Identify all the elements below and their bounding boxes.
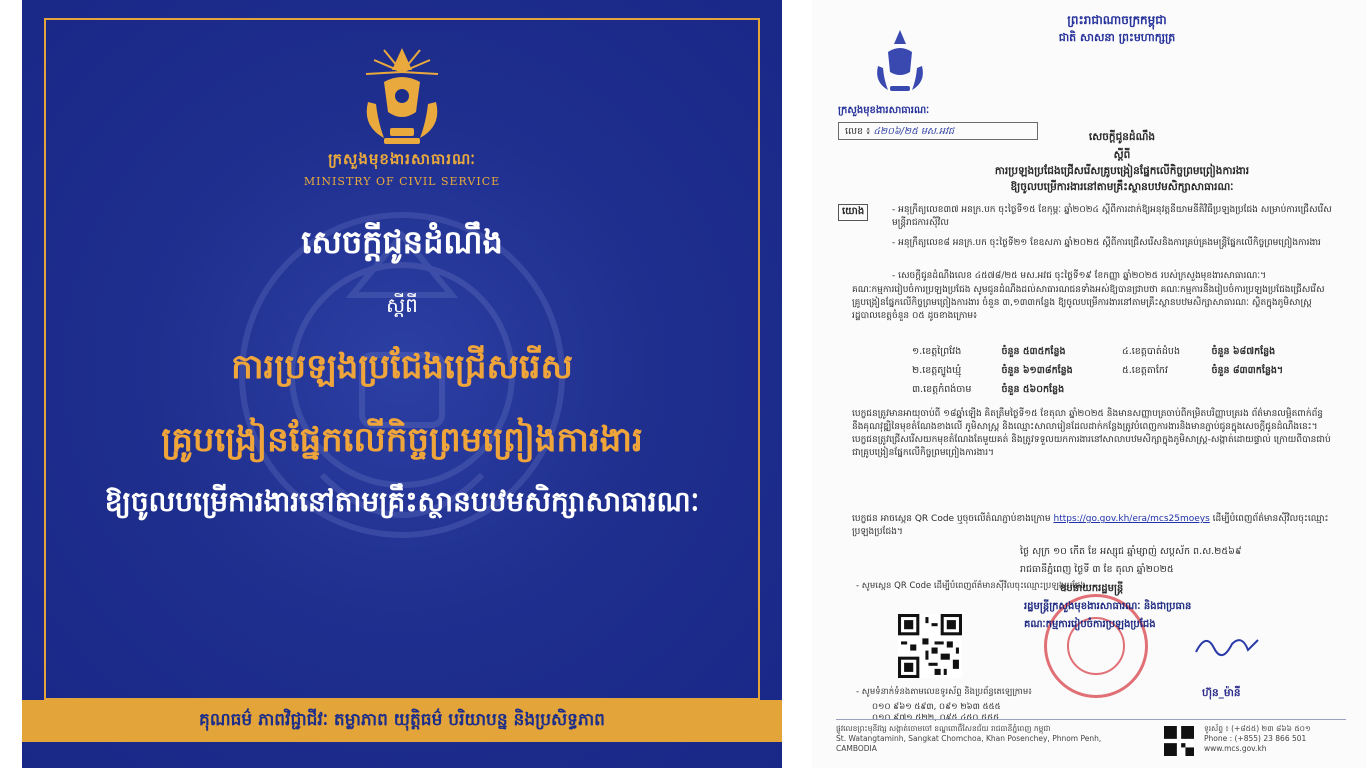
letter-subject-2: ឱ្យចូលបម្រើការងារនៅតាមគ្រឹះស្ថានបឋមសិក្សាសាធារណៈ — [1010, 181, 1234, 193]
lunar-date: ថ្ងៃ សុក្រ ១០ កើត ខែ អស្សុជ ឆ្នាំម្សាញ់ សប្ដស័ក ព.ស.២៥៦៩ — [1020, 546, 1242, 557]
footer-address — [836, 724, 1136, 753]
reference-item: - សេចក្ដីជូនដំណឹងលេខ ៤៥៧៨/២៥ មស.អវជ ចុះថ្ងៃទី១៩ ខែកញ្ញា ឆ្នាំ២០២៥ របស់ក្រសួងមុខងារសាធារណៈ។ — [892, 271, 1267, 281]
ministry-name-english: MINISTRY OF CIVIL SERVICE — [303, 175, 501, 188]
reference-label: លេខ ៖ — [845, 126, 871, 137]
poster-title: សេចក្ដីជូនដំណឹង — [301, 223, 503, 261]
references-label: យោង — [838, 204, 868, 221]
footer-qr-code-icon[interactable] — [1164, 726, 1194, 756]
footer-divider — [836, 719, 1346, 720]
poster-about: ស្ដីពី — [386, 293, 418, 317]
kingdom-heading: ព្រះរាជាណាចក្រកម្ពុជា — [1067, 13, 1167, 27]
quota-row — [912, 383, 1332, 402]
province-name: ១.ខេត្តព្រៃវែង — [912, 346, 962, 357]
registration-tail: ដើម្បីបំពេញព័ត៌មានស៊ីវិលចុះឈ្មោះប្រឡងប្រជែង។ — [852, 514, 1329, 538]
signer-committee: គណៈកម្មការរៀបចំការប្រឡងប្រជែង — [1024, 619, 1156, 630]
poster-footer-band — [22, 700, 782, 742]
province-count — [1211, 383, 1332, 402]
paragraph-eligibility: បេក្ខជនត្រូវមានអាយុចាប់ពី ១៨ឆ្នាំឡើង គិតត្រឹមថ្ងៃទី១៥ ខែតុលា ឆ្នាំ២០២៥ និងមានសញ្ញាបត្រចាប់ពីកម្រិតបរិញ្ញាបត្ររង ព័ត៌មានលម្អិតពាក់ព័ន្ធនឹងគុណវុឌ្ឍិនៃមុខតំណែងខាងលើ ភូមិសាស្ត្រ និងឈ្មោះសាលារៀនដែលដាក់កន្លែងត្រូវបំពេញការងារនិងមានភ្ជាប់ជូនក្នុងសេចក្ដីជូនដំណឹងនេះ។ បេក្ខជនត្រូវជ្រើសរើសយកមុខតំណែងតែមួយគត់ និងត្រូវទទួលយកការងារនៅសាលាបឋមសិក្សាក្នុងភូមិសាស្ត្រ-សង្កាត់ដោយផ្ទាល់ ក្រោយពីបានជាប់ជាគ្រូបង្រៀនផ្នែកលើកិច្ចព្រមព្រៀងការងារ។ — [852, 409, 1331, 459]
letter-title: សេចក្ដីជូនដំណឹង — [1088, 131, 1156, 143]
ministry-emblem-icon — [354, 42, 450, 152]
official-letter — [812, 0, 1366, 768]
announcement-poster — [22, 0, 782, 768]
poster-subject-line-2: គ្រូបង្រៀនផ្នែកលើកិច្ចព្រមព្រៀងការងារ — [161, 420, 643, 460]
handwritten-signature-icon — [1192, 626, 1262, 662]
footer-phone-khmer: ទូរស័ព្ទ ៖ (+៨៥៥) ២៣ ៨៦៦ ៥០១ — [1204, 724, 1311, 733]
province-name: ៣.ខេត្តកំពង់ចាម — [912, 384, 972, 395]
province-count: ចំនួន ៦៨៧កន្លែង — [1211, 346, 1276, 357]
footer-contact — [1204, 724, 1354, 754]
poster-subject-line-1: ការប្រឡងប្រជែងជ្រើសរើស — [231, 347, 573, 387]
letter-ministry-name: ក្រសួងមុខងារសាធារណៈ — [838, 105, 930, 116]
paragraph-intro: គណៈកម្មការរៀបចំការប្រឡងប្រជែង សូមជូនដំណឹងដល់សាធារណជនទាំងអស់ឱ្យបានជ្រាបថា គណៈកម្មការនឹងរៀបចំការប្រឡងប្រជែងជ្រើសរើសគ្រូបង្រៀនផ្នែកលើកិច្ចព្រមព្រៀងការងារ ចំនួន ៣,១៣៣កន្លែង ឱ្យចូលបម្រើការងារនៅតាមគ្រឹះស្ថានបឋមសិក្សាសាធារណៈ ស្ថិតក្នុងភូមិសាស្ត្ររដ្ឋបាលខេត្តចំនួន ០៥ ដូចខាងក្រោម៖ — [852, 285, 1325, 322]
letter-subject-1: ការប្រឡងប្រជែងជ្រើសរើសគ្រូបង្រៀនផ្នែកលើកិច្ចព្រមព្រៀងការងារ — [994, 165, 1250, 177]
reference-item: - អនុក្រឹត្យលេខ៣៧ អនក្រ.បក ចុះថ្ងៃទី១៥ ខែកុម្ភៈ ឆ្នាំ២០២៤ ស្ដីពីការដាក់ឱ្យអនុវត្តនីយាមនីតិវិធីប្រឡងប្រជែង សម្រាប់ការជ្រើសរើសមន្ត្រីរាជការស៊ីវិល — [892, 205, 1332, 229]
registration-text: បេក្ខជន អាចស្កេន QR Code ឬចុចលើតំណភ្ជាប់ខាងក្រោម — [852, 514, 1051, 524]
province-count: ចំនួន ៥៦០កន្លែង — [1001, 384, 1065, 395]
phone-number: ០១០ ៩៦១ ៥៩៣, ០៩១ ២៦៣ ៥៥៥ — [872, 702, 1001, 712]
footer-phone-english: Phone : (+855) 23 866 501 — [1204, 734, 1307, 744]
registration-link[interactable]: https://go.gov.kh/era/mcs25moeys — [1053, 514, 1210, 524]
province-count: ចំនួន ៦១៣៨កន្លែង — [1001, 365, 1073, 376]
signer-role: ឧបនាយករដ្ឋមន្ត្រី — [1060, 583, 1124, 594]
province-quota-list — [912, 345, 1332, 402]
qr-code-icon[interactable] — [898, 614, 962, 678]
province-name: ៥.ខេត្តតាកែវ — [1122, 365, 1168, 376]
solar-date: រាជធានីភ្នំពេញ ថ្ងៃទី ៣ ខែ តុលា ឆ្នាំ២០២៥ — [1020, 564, 1174, 575]
letter-about: ស្ដីពី — [1113, 149, 1131, 161]
province-count: ចំនួន ៥៣៥កន្លែង — [1001, 346, 1066, 357]
phone-list — [872, 702, 1001, 725]
quota-row — [912, 364, 1332, 383]
province-name: ២.ខេត្តត្បូងឃ្មុំ — [912, 365, 962, 376]
paragraph-registration — [852, 513, 1332, 539]
ministry-emblem-icon — [870, 26, 930, 100]
signer-name: ហ៊ុន_ម៉ានី — [1202, 687, 1241, 699]
province-name — [1122, 383, 1211, 402]
reference-number: ៤២០៦/២៥ មស.អវជ — [873, 126, 955, 137]
quota-row — [912, 345, 1332, 364]
province-name: ៤.ខេត្តបាត់ដំបង — [1122, 346, 1180, 357]
footer-website[interactable]: www.mcs.gov.kh — [1204, 744, 1267, 754]
poster-subject-line-3: ឱ្យចូលបម្រើការងារនៅតាមគ្រឹះស្ថានបឋមសិក្សាសាធារណៈ — [104, 485, 700, 518]
phone-note: - សូមទំនាក់ទំនងតាមលេខទូរស័ព្ទ និងប្រព័ន្ធតេឡេក្រាម៖ — [856, 687, 1033, 697]
poster-footer-values: គុណធម៌ ភាពវិជ្ជាជីវៈ តម្លាភាព យុត្តិធម៌ បរិយាបន្ន និងប្រសិទ្ធភាព — [199, 709, 605, 730]
signer-title: រដ្ឋមន្ត្រីក្រសួងមុខងារសាធារណៈ និងជាប្រធាន — [1024, 601, 1192, 612]
reference-item: - អនុក្រឹត្យលេខ៨ អនក្រ.បក ចុះថ្ងៃទី២១ ខែឧសភា ឆ្នាំ២០២៥ ស្ដីពីការជ្រើសរើសនិងការគ្រប់គ្រងមន្ត្រីផ្នែកលើកិច្ចព្រមព្រៀងការងារ — [892, 238, 1321, 248]
province-count: ចំនួន ៨៣៣កន្លែង។ — [1211, 365, 1284, 376]
ministry-name-khmer: ក្រសួងមុខងារសាធារណៈ — [328, 150, 476, 168]
footer-address-english: St. Watangtaminh, Sangkat Chomchoa, Khan Posenchey, Phnom Penh, CAMBODIA — [836, 733, 1102, 753]
footer-address-khmer: ផ្លូវលេខព្រះមុនីវង្ស សង្កាត់ចោមចៅ ខណ្ឌពោធិ៍សែនជ័យ រាជធានីភ្នំពេញ កម្ពុជា — [836, 724, 1051, 733]
qr-note: - សូមស្កេន QR Code ដើម្បីបំពេញព័ត៌មានស៊ីវិលចុះឈ្មោះប្រឡងប្រជែង — [856, 581, 1086, 591]
national-motto: ជាតិ សាសនា ព្រះមហាក្សត្រ — [1058, 31, 1176, 44]
